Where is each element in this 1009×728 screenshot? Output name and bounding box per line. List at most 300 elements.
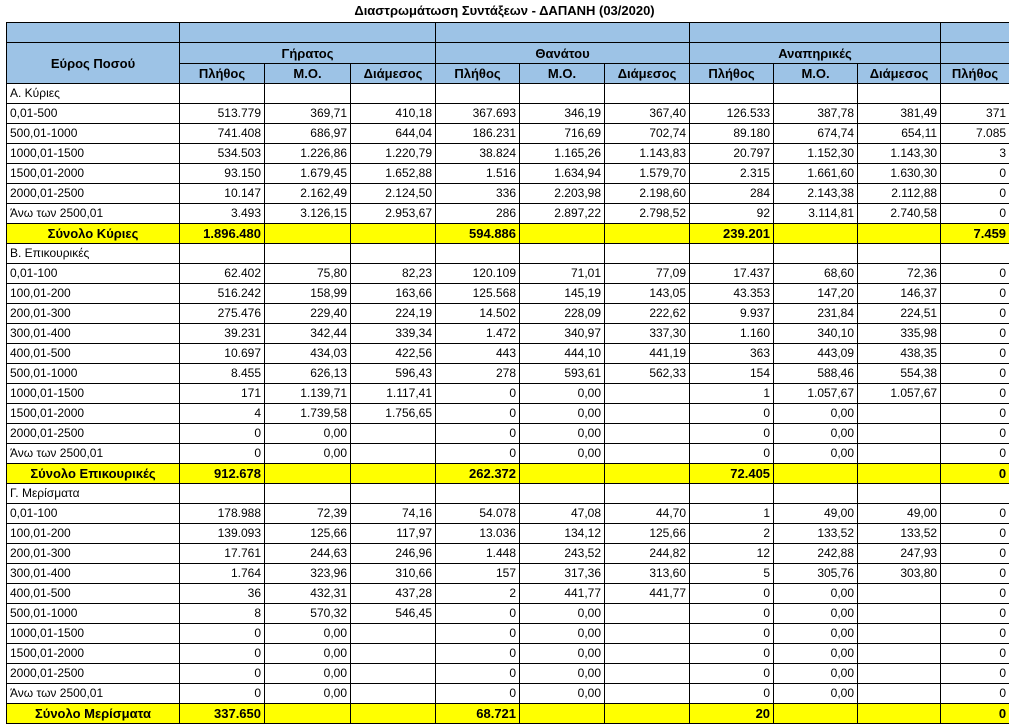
value-cell[interactable]: 0,00 [520,684,605,704]
total-value-cell[interactable]: 262.372 [436,464,520,484]
value-cell[interactable]: 0,00 [774,584,858,604]
value-cell[interactable]: 125,66 [605,524,690,544]
value-cell[interactable]: 1.057,67 [858,384,941,404]
value-cell[interactable]: 310,66 [351,564,436,584]
value-cell[interactable]: 0 [436,404,520,424]
value-cell[interactable]: 0 [180,644,265,664]
value-cell[interactable] [605,604,690,624]
range-cell[interactable]: 100,01-200 [7,524,180,544]
value-cell[interactable]: 4 [180,404,265,424]
value-cell[interactable]: 0 [941,184,1009,204]
empty-cell[interactable] [436,484,520,504]
value-cell[interactable]: 2.124,50 [351,184,436,204]
empty-cell[interactable] [774,84,858,104]
value-cell[interactable]: 133,52 [774,524,858,544]
value-cell[interactable]: 1.143,83 [605,144,690,164]
value-cell[interactable]: 0,00 [265,644,351,664]
value-cell[interactable]: 340,97 [520,324,605,344]
group-header-old-age[interactable]: Γήρατος [180,43,436,64]
value-cell[interactable]: 0 [436,624,520,644]
value-cell[interactable]: 224,51 [858,304,941,324]
value-cell[interactable]: 1.739,58 [265,404,351,424]
value-cell[interactable] [351,664,436,684]
range-cell[interactable]: 1000,01-1500 [7,384,180,404]
empty-cell[interactable] [351,84,436,104]
value-cell[interactable] [351,624,436,644]
value-cell[interactable]: 0,00 [774,644,858,664]
subcol-mean[interactable]: Μ.Ο. [265,64,351,84]
value-cell[interactable]: 1.160 [690,324,774,344]
value-cell[interactable]: 0,00 [774,664,858,684]
total-value-cell[interactable]: 72.405 [690,464,774,484]
value-cell[interactable]: 570,32 [265,604,351,624]
value-cell[interactable]: 432,31 [265,584,351,604]
section-label[interactable]: Β. Επικουρικές [7,244,180,264]
value-cell[interactable]: 686,97 [265,124,351,144]
value-cell[interactable]: 82,23 [351,264,436,284]
value-cell[interactable]: 381,49 [858,104,941,124]
group-header-empty[interactable] [941,43,1009,64]
value-cell[interactable]: 337,30 [605,324,690,344]
value-cell[interactable]: 1.226,86 [265,144,351,164]
value-cell[interactable] [858,404,941,424]
total-value-cell[interactable] [520,704,605,724]
value-cell[interactable]: 2.112,88 [858,184,941,204]
empty-cell[interactable] [180,484,265,504]
value-cell[interactable]: 72,39 [265,504,351,524]
value-cell[interactable]: 346,19 [520,104,605,124]
value-cell[interactable]: 0,00 [774,604,858,624]
range-cell[interactable]: 0,01-100 [7,264,180,284]
value-cell[interactable] [351,424,436,444]
empty-cell[interactable] [520,484,605,504]
value-cell[interactable]: 0,00 [520,384,605,404]
range-cell[interactable]: 400,01-500 [7,584,180,604]
value-cell[interactable]: 1.516 [436,164,520,184]
value-cell[interactable]: 588,46 [774,364,858,384]
value-cell[interactable]: 13.036 [436,524,520,544]
value-cell[interactable] [858,444,941,464]
value-cell[interactable]: 0 [941,524,1009,544]
value-cell[interactable]: 0,00 [265,684,351,704]
value-cell[interactable]: 47,08 [520,504,605,524]
value-cell[interactable]: 43.353 [690,284,774,304]
value-cell[interactable]: 0 [436,684,520,704]
total-value-cell[interactable] [774,704,858,724]
value-cell[interactable]: 1.152,30 [774,144,858,164]
value-cell[interactable]: 387,78 [774,104,858,124]
subcol-mean[interactable]: Μ.Ο. [520,64,605,84]
value-cell[interactable]: 342,44 [265,324,351,344]
value-cell[interactable]: 422,56 [351,344,436,364]
empty-cell[interactable] [941,84,1009,104]
value-cell[interactable]: 286 [436,204,520,224]
value-cell[interactable]: 8 [180,604,265,624]
value-cell[interactable]: 716,69 [520,124,605,144]
total-value-cell[interactable] [265,464,351,484]
value-cell[interactable]: 145,19 [520,284,605,304]
value-cell[interactable]: 0,00 [265,624,351,644]
value-cell[interactable]: 2.315 [690,164,774,184]
value-cell[interactable]: 0 [941,384,1009,404]
value-cell[interactable]: 0 [941,584,1009,604]
value-cell[interactable]: 1.764 [180,564,265,584]
total-value-cell[interactable]: 7.459 [941,224,1009,244]
value-cell[interactable]: 438,35 [858,344,941,364]
value-cell[interactable]: 12 [690,544,774,564]
value-cell[interactable]: 336 [436,184,520,204]
total-label[interactable]: Σύνολο Κύριες [7,224,180,244]
value-cell[interactable]: 158,99 [265,284,351,304]
value-cell[interactable]: 14.502 [436,304,520,324]
value-cell[interactable] [605,684,690,704]
value-cell[interactable]: 2 [436,584,520,604]
value-cell[interactable]: 2.897,22 [520,204,605,224]
value-cell[interactable]: 1.630,30 [858,164,941,184]
group-header-death[interactable]: Θανάτου [436,43,690,64]
value-cell[interactable]: 0 [436,444,520,464]
value-cell[interactable]: 0 [941,564,1009,584]
subcol-median[interactable]: Διάμεσος [858,64,941,84]
value-cell[interactable]: 275.476 [180,304,265,324]
value-cell[interactable] [858,584,941,604]
value-cell[interactable]: 0 [436,664,520,684]
value-cell[interactable] [351,684,436,704]
value-cell[interactable]: 77,09 [605,264,690,284]
value-cell[interactable]: 0 [690,584,774,604]
range-cell[interactable]: 0,01-500 [7,104,180,124]
value-cell[interactable]: 702,74 [605,124,690,144]
empty-cell[interactable] [690,484,774,504]
value-cell[interactable]: 8.455 [180,364,265,384]
value-cell[interactable]: 44,70 [605,504,690,524]
value-cell[interactable]: 89.180 [690,124,774,144]
total-value-cell[interactable]: 1.896.480 [180,224,265,244]
total-value-cell[interactable] [858,704,941,724]
range-cell[interactable]: 200,01-300 [7,304,180,324]
value-cell[interactable]: 246,96 [351,544,436,564]
value-cell[interactable]: 2.203,98 [520,184,605,204]
value-cell[interactable]: 0 [436,424,520,444]
value-cell[interactable]: 20.797 [690,144,774,164]
value-cell[interactable]: 247,93 [858,544,941,564]
group-header-disability[interactable]: Αναπηρικές [690,43,941,64]
value-cell[interactable]: 323,96 [265,564,351,584]
value-cell[interactable]: 0,00 [520,644,605,664]
empty-cell[interactable] [436,84,520,104]
range-cell[interactable]: 1500,01-2000 [7,164,180,184]
range-cell[interactable]: Άνω των 2500,01 [7,684,180,704]
empty-cell[interactable] [858,244,941,264]
value-cell[interactable] [605,424,690,444]
value-cell[interactable]: 0,00 [520,624,605,644]
range-cell[interactable]: 500,01-1000 [7,364,180,384]
value-cell[interactable]: 1.117,41 [351,384,436,404]
value-cell[interactable]: 0 [941,264,1009,284]
value-cell[interactable]: 1.139,71 [265,384,351,404]
value-cell[interactable]: 0 [941,364,1009,384]
value-cell[interactable]: 62.402 [180,264,265,284]
value-cell[interactable]: 1.679,45 [265,164,351,184]
total-value-cell[interactable]: 337.650 [180,704,265,724]
value-cell[interactable]: 68,60 [774,264,858,284]
total-value-cell[interactable]: 20 [690,704,774,724]
value-cell[interactable]: 1 [690,384,774,404]
empty-cell[interactable] [941,244,1009,264]
subcol-count[interactable]: Πλήθος [690,64,774,84]
value-cell[interactable]: 3.493 [180,204,265,224]
value-cell[interactable]: 1 [690,504,774,524]
value-cell[interactable]: 0 [180,684,265,704]
value-cell[interactable]: 0 [180,424,265,444]
empty-cell[interactable] [436,244,520,264]
value-cell[interactable]: 224,19 [351,304,436,324]
empty-cell[interactable] [605,484,690,504]
value-cell[interactable]: 741.408 [180,124,265,144]
value-cell[interactable]: 0,00 [520,444,605,464]
value-cell[interactable]: 38.824 [436,144,520,164]
empty-cell[interactable] [265,84,351,104]
value-cell[interactable]: 317,36 [520,564,605,584]
value-cell[interactable]: 410,18 [351,104,436,124]
value-cell[interactable]: 0 [436,604,520,624]
value-cell[interactable]: 0,00 [265,664,351,684]
value-cell[interactable]: 367.693 [436,104,520,124]
range-cell[interactable]: 1000,01-1500 [7,144,180,164]
total-value-cell[interactable]: 912.678 [180,464,265,484]
value-cell[interactable]: 125.568 [436,284,520,304]
subcol-median[interactable]: Διάμεσος [351,64,436,84]
total-value-cell[interactable] [605,224,690,244]
range-header[interactable]: Εύρος Ποσού [7,43,180,84]
value-cell[interactable]: 36 [180,584,265,604]
value-cell[interactable]: 513.779 [180,104,265,124]
value-cell[interactable]: 278 [436,364,520,384]
value-cell[interactable]: 2.198,60 [605,184,690,204]
value-cell[interactable]: 0 [941,684,1009,704]
value-cell[interactable]: 546,45 [351,604,436,624]
value-cell[interactable]: 534.503 [180,144,265,164]
empty-cell[interactable] [605,84,690,104]
range-cell[interactable]: Άνω των 2500,01 [7,204,180,224]
value-cell[interactable]: 231,84 [774,304,858,324]
empty-cell[interactable] [941,484,1009,504]
value-cell[interactable]: 5 [690,564,774,584]
value-cell[interactable]: 0 [941,504,1009,524]
value-cell[interactable]: 157 [436,564,520,584]
value-cell[interactable]: 7.085 [941,124,1009,144]
empty-cell[interactable] [520,84,605,104]
value-cell[interactable]: 441,77 [520,584,605,604]
value-cell[interactable]: 10.697 [180,344,265,364]
value-cell[interactable]: 3 [941,144,1009,164]
range-cell[interactable]: 1500,01-2000 [7,404,180,424]
value-cell[interactable]: 0 [941,624,1009,644]
value-cell[interactable]: 0 [941,444,1009,464]
value-cell[interactable]: 228,09 [520,304,605,324]
value-cell[interactable] [605,644,690,664]
value-cell[interactable]: 2.798,52 [605,204,690,224]
value-cell[interactable]: 303,80 [858,564,941,584]
value-cell[interactable]: 443 [436,344,520,364]
value-cell[interactable] [605,404,690,424]
value-cell[interactable]: 313,60 [605,564,690,584]
value-cell[interactable]: 171 [180,384,265,404]
empty-cell[interactable] [351,484,436,504]
value-cell[interactable]: 2.740,58 [858,204,941,224]
total-value-cell[interactable] [520,224,605,244]
value-cell[interactable]: 229,40 [265,304,351,324]
value-cell[interactable]: 2 [690,524,774,544]
value-cell[interactable]: 0,00 [520,404,605,424]
range-cell[interactable]: 100,01-200 [7,284,180,304]
value-cell[interactable]: 1.220,79 [351,144,436,164]
value-cell[interactable]: 0,00 [265,424,351,444]
empty-cell[interactable] [858,84,941,104]
value-cell[interactable]: 305,76 [774,564,858,584]
value-cell[interactable]: 0 [941,304,1009,324]
empty-cell[interactable] [351,244,436,264]
value-cell[interactable]: 54.078 [436,504,520,524]
value-cell[interactable]: 178.988 [180,504,265,524]
value-cell[interactable]: 9.937 [690,304,774,324]
value-cell[interactable]: 1.448 [436,544,520,564]
value-cell[interactable]: 0,00 [774,444,858,464]
empty-cell[interactable] [690,84,774,104]
value-cell[interactable]: 0,00 [520,664,605,684]
value-cell[interactable] [351,644,436,664]
value-cell[interactable]: 1.652,88 [351,164,436,184]
total-label[interactable]: Σύνολο Επικουρικές [7,464,180,484]
value-cell[interactable]: 242,88 [774,544,858,564]
value-cell[interactable]: 120.109 [436,264,520,284]
empty-cell[interactable] [690,244,774,264]
value-cell[interactable]: 49,00 [858,504,941,524]
empty-cell[interactable] [180,244,265,264]
value-cell[interactable]: 2.162,49 [265,184,351,204]
empty-cell[interactable] [520,244,605,264]
value-cell[interactable]: 516.242 [180,284,265,304]
value-cell[interactable]: 0 [180,444,265,464]
value-cell[interactable] [858,684,941,704]
value-cell[interactable]: 562,33 [605,364,690,384]
value-cell[interactable]: 363 [690,344,774,364]
value-cell[interactable]: 371 [941,104,1009,124]
value-cell[interactable]: 10.147 [180,184,265,204]
value-cell[interactable]: 1.579,70 [605,164,690,184]
value-cell[interactable]: 340,10 [774,324,858,344]
value-cell[interactable]: 0 [436,644,520,664]
value-cell[interactable]: 49,00 [774,504,858,524]
value-cell[interactable]: 441,77 [605,584,690,604]
value-cell[interactable]: 244,82 [605,544,690,564]
total-value-cell[interactable]: 0 [941,464,1009,484]
value-cell[interactable]: 3.126,15 [265,204,351,224]
range-cell[interactable]: 1500,01-2000 [7,644,180,664]
total-value-cell[interactable] [520,464,605,484]
value-cell[interactable]: 1.634,94 [520,164,605,184]
value-cell[interactable]: 75,80 [265,264,351,284]
value-cell[interactable]: 596,43 [351,364,436,384]
value-cell[interactable] [351,444,436,464]
section-label[interactable]: Α. Κύριες [7,84,180,104]
total-value-cell[interactable] [605,464,690,484]
empty-cell[interactable] [774,484,858,504]
range-cell[interactable]: 1000,01-1500 [7,624,180,644]
total-value-cell[interactable] [351,704,436,724]
value-cell[interactable]: 134,12 [520,524,605,544]
value-cell[interactable]: 2.953,67 [351,204,436,224]
empty-cell[interactable] [265,244,351,264]
header-spacer-cell[interactable] [690,23,941,43]
value-cell[interactable]: 17.437 [690,264,774,284]
value-cell[interactable]: 437,28 [351,584,436,604]
value-cell[interactable]: 0 [690,604,774,624]
header-spacer-cell[interactable] [941,23,1009,43]
value-cell[interactable] [858,624,941,644]
value-cell[interactable]: 244,63 [265,544,351,564]
value-cell[interactable] [858,424,941,444]
total-label[interactable]: Σύνολο Μερίσματα [7,704,180,724]
value-cell[interactable]: 0,00 [774,684,858,704]
total-value-cell[interactable] [858,464,941,484]
total-value-cell[interactable] [605,704,690,724]
value-cell[interactable]: 0 [690,684,774,704]
value-cell[interactable]: 0,00 [774,624,858,644]
value-cell[interactable]: 126.533 [690,104,774,124]
value-cell[interactable]: 0 [436,384,520,404]
value-cell[interactable]: 0,00 [774,404,858,424]
subcol-mean[interactable]: Μ.Ο. [774,64,858,84]
value-cell[interactable]: 335,98 [858,324,941,344]
value-cell[interactable]: 93.150 [180,164,265,184]
value-cell[interactable]: 0 [941,164,1009,184]
value-cell[interactable]: 0,00 [265,444,351,464]
value-cell[interactable]: 1.143,30 [858,144,941,164]
value-cell[interactable]: 143,05 [605,284,690,304]
value-cell[interactable]: 0 [941,284,1009,304]
value-cell[interactable] [858,664,941,684]
value-cell[interactable] [605,624,690,644]
total-value-cell[interactable] [351,224,436,244]
range-cell[interactable]: 300,01-400 [7,564,180,584]
range-cell[interactable]: Άνω των 2500,01 [7,444,180,464]
section-label[interactable]: Γ. Μερίσματα [7,484,180,504]
subcol-median[interactable]: Διάμεσος [605,64,690,84]
value-cell[interactable]: 0 [690,644,774,664]
empty-cell[interactable] [605,244,690,264]
range-cell[interactable]: 2000,01-2500 [7,184,180,204]
value-cell[interactable]: 644,04 [351,124,436,144]
empty-cell[interactable] [180,84,265,104]
subcol-count[interactable]: Πλήθος [436,64,520,84]
empty-cell[interactable] [265,484,351,504]
value-cell[interactable]: 146,37 [858,284,941,304]
value-cell[interactable]: 0 [180,664,265,684]
total-value-cell[interactable]: 68.721 [436,704,520,724]
value-cell[interactable]: 0 [690,404,774,424]
value-cell[interactable]: 92 [690,204,774,224]
range-cell[interactable]: 200,01-300 [7,544,180,564]
value-cell[interactable]: 674,74 [774,124,858,144]
header-spacer-cell[interactable] [7,23,180,43]
value-cell[interactable]: 154 [690,364,774,384]
value-cell[interactable]: 434,03 [265,344,351,364]
value-cell[interactable]: 243,52 [520,544,605,564]
value-cell[interactable]: 0,00 [774,424,858,444]
value-cell[interactable]: 17.761 [180,544,265,564]
value-cell[interactable]: 0 [941,424,1009,444]
